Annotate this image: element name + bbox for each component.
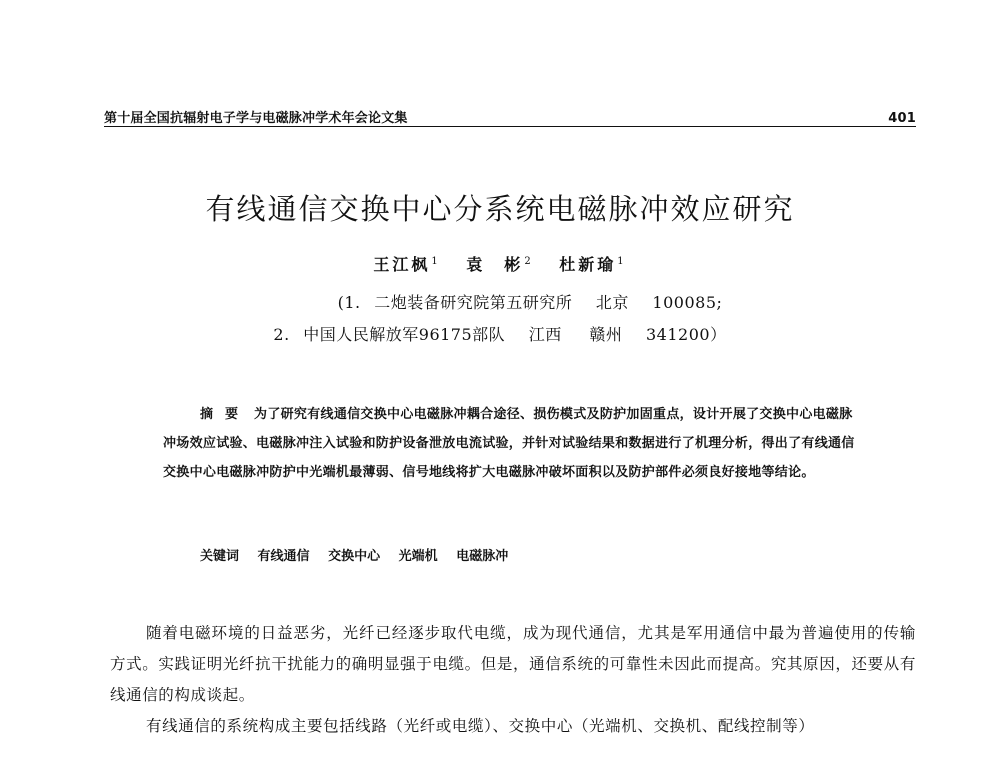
abstract-text: 为了研究有线通信交换中心电磁脉冲耦合途径、损伤模式及防护加固重点，设计开展了交换中心电磁脉冲场效应试验、电磁脉冲注入试验和防护设备泄放电流试验，并针对试验结果和数据进行了机理分析，得出了有线通信交换中心电磁脉冲防护中光端机最薄弱、信号地线将扩大电磁脉冲破坏面积以及防护部件必须良好接地等结论。 (163, 407, 855, 480)
affiliation-1-postcode: 100085; (652, 293, 723, 312)
author-1-affil-mark: 1 (431, 255, 441, 267)
page-number: 401 (888, 111, 916, 126)
abstract (163, 400, 863, 487)
affiliation-1-prefix: (1. (337, 293, 361, 312)
keyword-1: 有线通信 (257, 549, 310, 564)
keyword-4: 电磁脉冲 (456, 549, 509, 564)
keywords (200, 545, 522, 564)
proceedings-title: 第十届全国抗辐射电子学与电磁脉冲学术年会论文集 (104, 111, 408, 126)
paper-title: 有线通信交换中心分系统电磁脉冲效应研究 (205, 192, 795, 227)
affiliation-2-city: 赣州 (589, 325, 623, 344)
affiliation-2-org: 中国人民解放军96175部队 (303, 325, 506, 344)
affiliation-2-prefix: 2. (273, 325, 290, 344)
author-1-name: 王江枫 (373, 255, 431, 274)
author-2-affil-mark: 2 (524, 255, 534, 267)
author-3 (559, 255, 626, 274)
affiliation-1-org: 二炮装备研究院第五研究所 (374, 293, 573, 312)
keyword-2: 交换中心 (328, 549, 381, 564)
header-rule (104, 126, 916, 127)
body-paragraph-1: 随着电磁环境的日益恶劣，光纤已经逐步取代电缆，成为现代通信，尤其是军用通信中最为普遍使用的传输方式。实践证明光纤抗干扰能力的确明显强于电缆。但是，通信系统的可靠性未因此而提高。究其原因，还要从有线通信的构成谈起。 (110, 624, 916, 704)
affiliation-2-postcode: 341200） (645, 325, 727, 344)
author-list (0, 252, 1000, 275)
author-3-name: 杜新瑜 (559, 255, 617, 274)
body-paragraph-2: 有线通信的系统构成主要包括线路（光纤或电缆）、交换中心（光端机、交换机、配线控制等） (146, 717, 815, 735)
affiliation-1 (0, 290, 1000, 313)
abstract-label: 摘要 (200, 407, 251, 422)
body-text (110, 618, 916, 742)
author-3-affil-mark: 1 (617, 255, 627, 267)
keywords-label: 关键词 (200, 549, 240, 564)
author-1 (373, 255, 440, 274)
author-2-name: 袁 彬 (466, 255, 524, 274)
affiliation-2-province: 江西 (528, 325, 562, 344)
affiliation-2 (0, 322, 1000, 345)
author-2 (466, 255, 533, 274)
affiliation-1-city: 北京 (595, 293, 629, 312)
keyword-3: 光端机 (398, 549, 438, 564)
running-header (104, 104, 916, 126)
